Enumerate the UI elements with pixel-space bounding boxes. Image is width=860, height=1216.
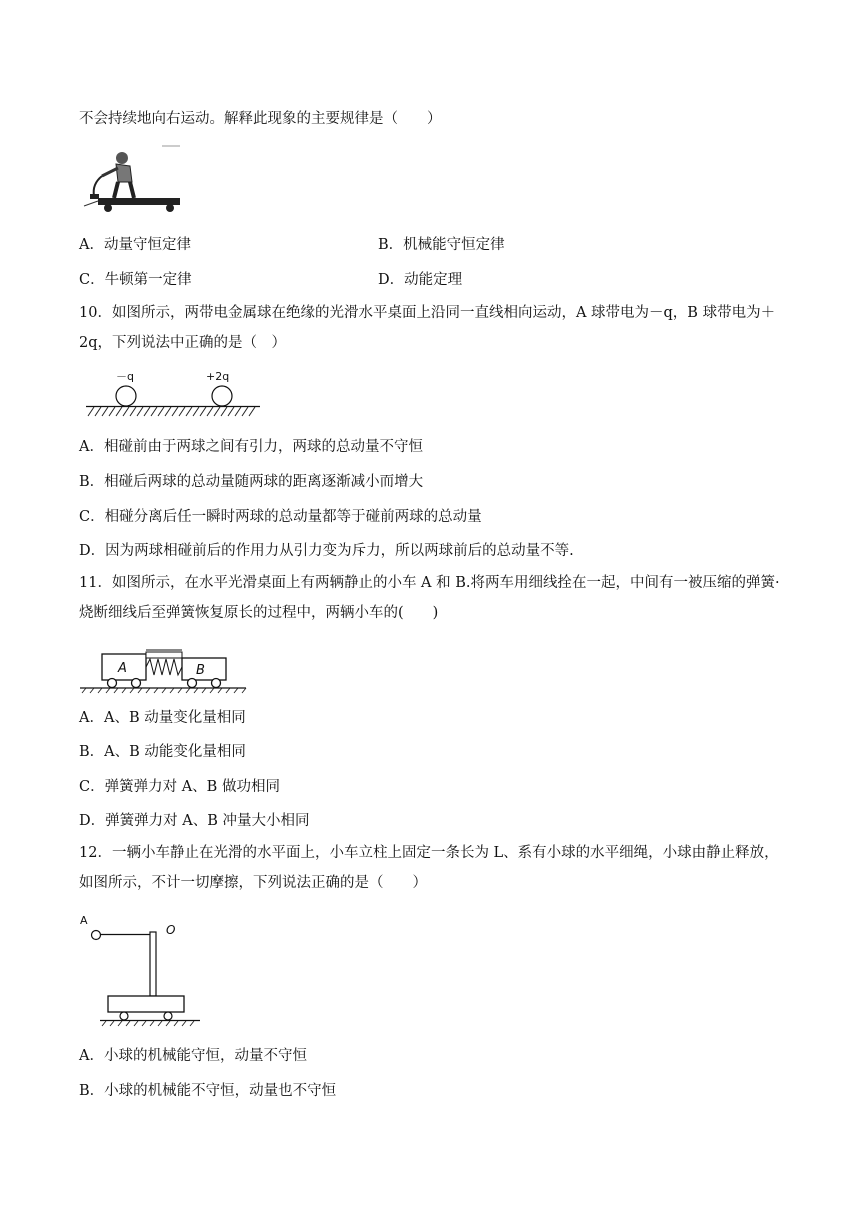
q9-option-d: D．动能定理: [378, 272, 463, 288]
q9-option-b: B．机械能守恒定律: [378, 237, 505, 253]
q10-option-b: B．相碰后两球的总动量随两球的距离逐渐减小而增大: [79, 474, 424, 490]
q11-label-a: A: [118, 661, 127, 676]
q9-option-c: C．牛顿第一定律: [79, 272, 192, 288]
q12-option-a: A．小球的机械能守恒，动量不守恒: [79, 1048, 307, 1064]
q11-option-b: B．A、B 动能变化量相同: [79, 744, 246, 760]
q10-option-c: C．相碰分离后任一瞬时两球的总动量都等于碰前两球的总动量: [79, 509, 482, 525]
q11-option-a: A．A、B 动量变化量相同: [79, 710, 246, 726]
q12-label-o: O: [166, 923, 176, 937]
q10-figure-charged-balls: [86, 368, 260, 422]
q11-stem: 11．如图所示，在水平光滑桌面上有两辆静止的小车 A 和 B.将两车用细线拴在一起，中间有一被压缩的弹簧·烧断细线后至弹簧恢复原长的过程中，两辆小车的( ): [79, 575, 780, 621]
q11-figure-carts-spring: [80, 640, 246, 694]
q9-figure-man-hammering-cart: [84, 146, 184, 216]
q9-option-a: A．动量守恒定律: [79, 237, 191, 253]
q10-label-plus-2q: +2q: [206, 370, 230, 383]
q12-stem: 12．一辆小车静止在光滑的水平面上，小车立柱上固定一条长为 L、系有小球的水平细绳，小球由静止释放，如图所示，不计一切摩擦，下列说法正确的是（ ）: [79, 845, 779, 891]
q12-figure-cart-pendulum: [80, 910, 200, 1030]
q11-option-d: D．弹簧弹力对 A、B 冲量大小相同: [79, 813, 310, 829]
q10-label-minus-q: －q: [116, 370, 134, 383]
q11-label-b: B: [196, 663, 205, 678]
q12-option-b: B．小球的机械能不守恒，动量也不守恒: [79, 1083, 337, 1099]
q10-option-a: A．相碰前由于两球之间有引力，两球的总动量不守恒: [79, 439, 423, 455]
q9-stem-tail: 不会持续地向右运动。解释此现象的主要规律是（ ）: [79, 111, 442, 127]
q11-option-c: C．弹簧弹力对 A、B 做功相同: [79, 779, 280, 795]
q12-label-a: A: [80, 914, 88, 927]
q10-stem: 10．如图所示，两带电金属球在绝缘的光滑水平桌面上沿同一直线相向运动，A 球带电为－q，B 球带电为＋2q，下列说法中正确的是（ ）: [79, 305, 776, 351]
q10-option-d: D．因为两球相碰前后的作用力从引力变为斥力，所以两球前后的总动量不等.: [79, 543, 574, 559]
